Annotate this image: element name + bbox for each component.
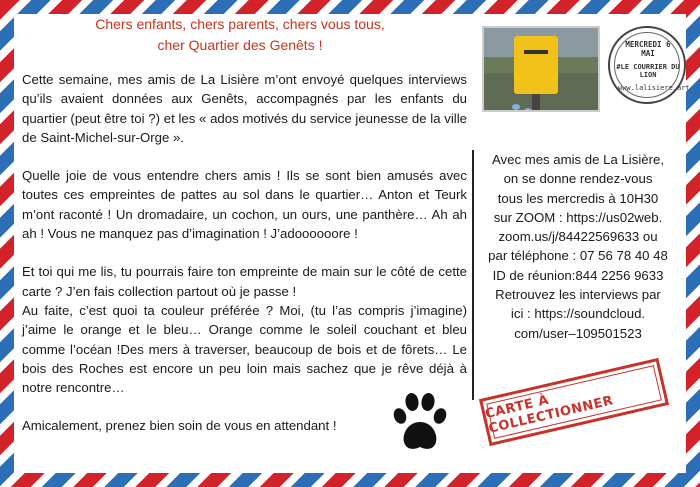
greeting [60,14,420,56]
zoom-link-part-1[interactable]: sur ZOOM : https://us02web. [493,209,663,225]
paragraph-handprint: Et toi qui me lis, tu pourrais faire ton empreinte de main sur le côté de cette carte ? J’en fais collection partout où je passe ! [22,264,467,299]
phone-number: par téléphone : 07 56 78 40 48 [488,248,668,264]
postmark-website: www.lalisiere.art [618,84,690,92]
mailbox-photo [482,26,600,112]
soundcloud-link-part-2[interactable]: com/user–109501523 [514,325,642,341]
letter-body [22,70,467,436]
greeting-line-1: Chers enfants, chers parents, chers vous tous, [95,16,385,32]
mailbox-icon [514,36,558,94]
postmark-date: MERCREDI 6 MAI [625,40,671,58]
stamp-label: CARTE À COLLECTIONNER [483,392,615,437]
address-divider [472,150,474,400]
greeting-line-2: cher Quartier des Genêts ! [157,37,323,53]
postmark-title: #LE COURRIER DU LION [616,63,680,79]
soundcloud-link-part-1[interactable]: ici : https://soundcloud. [510,306,646,322]
side-line-8: Retrouvez les interviews par [495,287,661,303]
meeting-id: ID de réunion:844 2256 9633 [492,267,664,283]
paragraph-intro: Cette semaine, mes amis de La Lisière m’ont envoyé quelques interviews qu’ils avaient données aux Genêts, accompagnés par les enfants du quartier (peut être toi ?) et les « ados motivés du service jeunesse de la ville de Saint-Michel-sur-Orge ». [22,72,467,145]
paragraph-joy: Quelle joie de vous entendre chers amis ! Ils se sont bien amusés avec toutes ces empreintes de pattes au sol dans le quartier… Anton et Teurk m’ont raconté ! Un dromadaire, un cochon, un ours, une panthère… Ah ah ah ! Vous ne manquez pas d’imagination ! J’adoooooore ! [22,168,467,242]
side-info [478,150,678,343]
paw-print-icon [392,392,448,454]
side-line-2: on se donne rendez-vous [503,171,653,187]
side-line-1: Avec mes amis de La Lisière, [491,152,664,167]
postmark [608,26,690,104]
closing-line: Amicalement, prenez bien soin de vous en attendant ! [22,418,337,434]
zoom-link-part-2[interactable]: zoom.us/j/84422569633 ou [498,229,658,245]
side-line-3: tous les mercredis à 10H30 [497,190,659,206]
paragraph-colors: Au faite, c’est quoi ta couleur préférée ? Moi, (tu l’as compris j’imagine) j’aime le orange et le bleu… Orange comme le soleil couchant et bleu comme l’océan !Des mers à traverser, beaucoup de bois et de fôrets… Le bois des Roches est encore un peu loin mais sachez que je rêve déjà à notre rencontre… [22,302,467,396]
